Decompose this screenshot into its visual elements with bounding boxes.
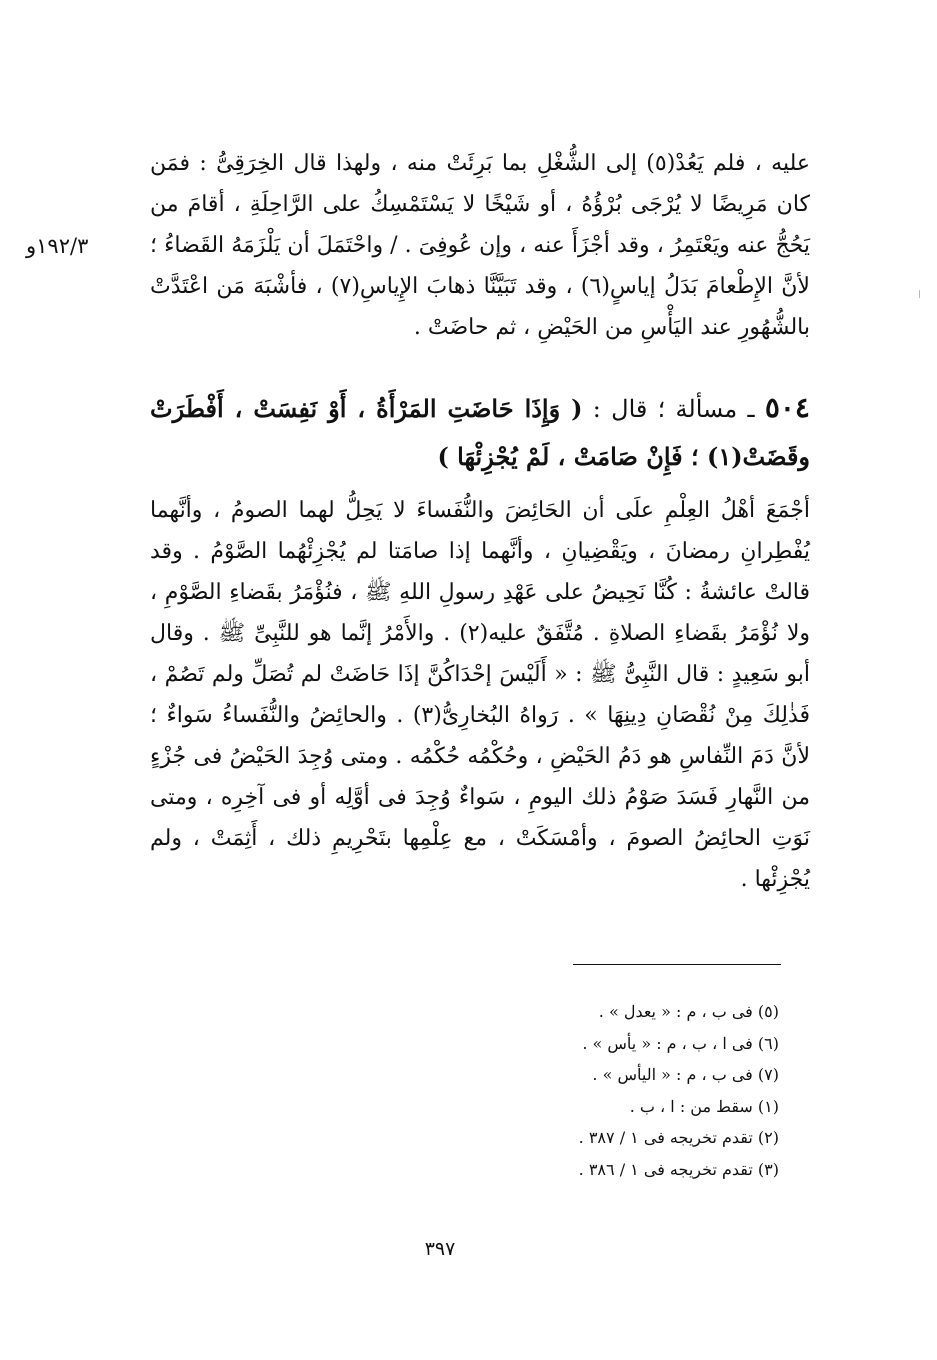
footnote-separator: [573, 964, 781, 965]
page-number: ٣٩٧: [424, 1238, 456, 1260]
masala-heading: [150, 384, 810, 481]
masala-number: ٥٠٤: [764, 391, 810, 424]
footnote: (٧) فى ب ، م : « اليأس » .: [592, 1065, 779, 1084]
footnote: (١) سقط من : ا ، ب .: [629, 1096, 779, 1116]
commentary-paragraph: أجْمَعَ أهْلُ العِلْمِ علَى أن الحَائِضَ والنُّفَساءَ لا يَحِلُّ لهما الصومُ ، وأنَّهما يُفْطِرانِ رمضانَ ، ويَقْضِيانِ ، وأنَّهما إذا صامَتا لم يُجْزِئْهُما الصَّوْمُ . وقد قالتْ عائشةُ : كُنَّا نَحِيضُ على عَهْدِ رسولِ اللهِ ﷺ ، فنُؤْمَرُ بقَضاءِ الصَّوْمِ ، ولا نُؤْمَرُ بقَضاءِ الصلاةِ . مُتَّفَقٌ عليه(٢) . والأَمْرُ إنَّما هو للنَّبِىِّ ﷺ . وقال أبو سَعِيدٍ : قال النَّبِىُّ ﷺ : « أَلَيْسَ إحْدَاكُنَّ إذَا حَاضَتْ لم تُصَلِّ ولم تَصُمْ ، فَذٰلِكَ مِنْ نُقْصَانِ دِينِهَا » . رَواهُ البُخارِىُّ(٣) . والحائِضُ والنُّفَساءُ سَواءٌ ؛ لأنَّ دَمَ النِّفاسِ هو دَمُ الحَيْضِ ، وحُكْمُه حُكْمُه . ومتى وُجِدَ الحَيْضُ فى جُزْءٍ من النَّهارِ فَسَدَ صَوْمُ ذلك اليومِ ، سَواءٌ وُجِدَ فى أوَّلِه أو فى آخِرِه ، ومتى نَوَتِ الحائِضُ الصومَ ، وأمْسَكَتْ ، مع عِلْمِها بتَحْرِيمِ ذلك ، أَثِمَتْ ، ولم يُجْزِئْها .: [150, 498, 811, 892]
manuscript-folio-marker: ١٩٢/٣و: [26, 234, 89, 258]
paragraph-continuation: عليه ، فلم يَعُدْ(٥) إلى الشُّغْلِ بما بَرِئَتْ منه ، ولهذا قال الخِرَقِىُّ : فمَن كان مَرِيضًا لا يُرْجَى بُرْؤُهُ ، أو شَيْخًا لا يَسْتَمْسِكُ على الرَّاحِلَةِ ، أقامَ من يَحُجُّ عنه ويَعْتَمِرُ ، وقد أجْزَأَ عنه ، وإن عُوفِىَ . / واحْتَمَلَ أن يَلْزَمَهُ القَضاءُ ؛ لأنَّ الإِطْعامَ بَدَلُ إياسٍ(٦) ، وقد تَبَيَّنَّا ذهابَ الإِياسِ(٧) ، فأشْبَهَ مَن اعْتَدَّتْ بالشُّهُورِ عند اليَأْسِ من الحَيْضِ ، ثم حاضَتْ .: [150, 151, 811, 340]
masala-quote: ( وَإِذَا حَاضَتِ المَرْأَةُ ، أَوْ نَفِسَتْ ، أَفْطَرَتْ وقَضَتْ(١) ؛ فَإِنْ صَامَتْ ، لَمْ يُجْزِئْهَا ): [150, 394, 810, 471]
footnote: (٣) تقدم تخريجه فى ١ / ٣٨٦ .: [578, 1159, 779, 1179]
masala-label: ـ مسألة ؛ قال :: [592, 395, 755, 423]
footnote: (٦) فى ا ، ب ، م : « يأس » .: [582, 1033, 779, 1053]
scan-edge-mark: [919, 290, 920, 298]
footnote: (٢) تقدم تخريجه فى ١ / ٣٨٧ .: [578, 1128, 779, 1147]
footnote: (٥) فى ب ، م : « يعدل » .: [598, 1002, 779, 1021]
footnotes-list: [479, 996, 779, 1185]
